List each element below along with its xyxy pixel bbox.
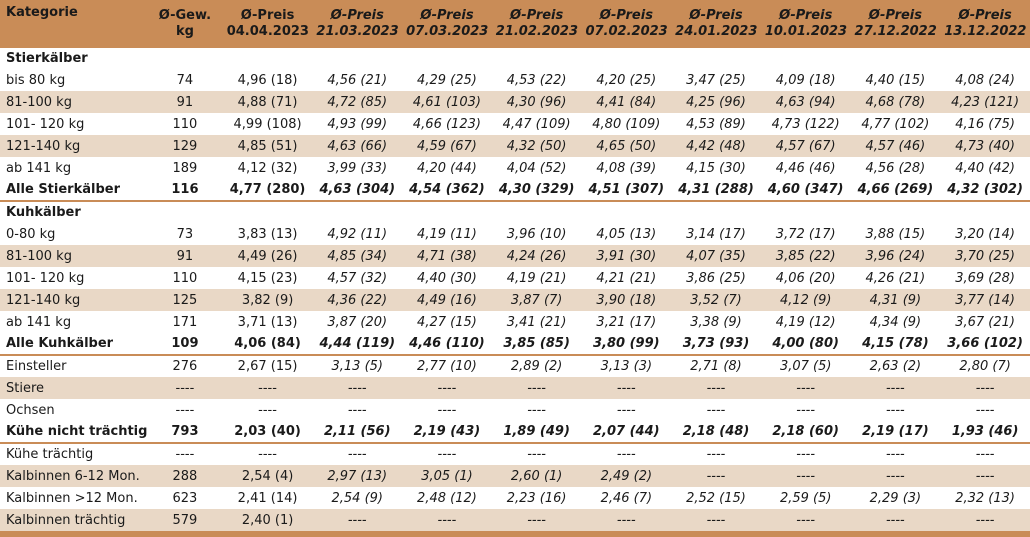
price-cell: 4,73 (40) bbox=[955, 138, 1015, 154]
price-cell: ---- bbox=[616, 402, 636, 418]
price-cell: 3,69 (28) bbox=[955, 270, 1015, 286]
header-price-date: 21.03.2023 bbox=[316, 24, 399, 39]
table-row bbox=[0, 377, 1030, 399]
row-category: ab 141 kg bbox=[6, 314, 72, 330]
row-category: Einsteller bbox=[6, 359, 67, 374]
price-cell: 4,16 (75) bbox=[955, 116, 1015, 132]
price-cell: 4,57 (46) bbox=[865, 138, 926, 154]
price-cell: 3,14 (17) bbox=[686, 226, 746, 242]
price-cell: 4,80 (109) bbox=[592, 116, 661, 132]
section-header-row bbox=[0, 48, 1030, 69]
price-cell: 4,06 (20) bbox=[775, 270, 836, 286]
table-header-row bbox=[0, 0, 1030, 48]
row-weight: 579 bbox=[172, 512, 198, 528]
table-row bbox=[0, 399, 1030, 421]
header-price-label: Ø-Preis bbox=[779, 8, 833, 23]
price-cell: 3,90 (18) bbox=[596, 292, 657, 308]
price-cell: 4,36 (22) bbox=[327, 292, 388, 308]
header-price-8 bbox=[940, 0, 1030, 48]
table-row bbox=[0, 223, 1030, 245]
price-cell: ---- bbox=[258, 402, 277, 418]
price-cell: ---- bbox=[347, 402, 367, 418]
price-cell: 4,20 (44) bbox=[417, 160, 477, 176]
row-category: Alle Kuhkälber bbox=[0, 333, 147, 355]
price-cell: 3,52 (7) bbox=[690, 292, 742, 308]
header-price-label: Ø-Preis bbox=[330, 8, 384, 23]
price-cell: 4,40 (42) bbox=[955, 160, 1015, 176]
price-cell: ---- bbox=[616, 447, 636, 462]
header-price-5 bbox=[671, 0, 761, 48]
price-cell: 2,19 (17) bbox=[851, 421, 941, 443]
price-cell: 4,21 (21) bbox=[596, 270, 657, 286]
table-row bbox=[0, 443, 1030, 465]
price-cell: 4,59 (67) bbox=[417, 138, 477, 154]
price-cell: 4,93 (99) bbox=[327, 116, 388, 132]
price-cell: 4,08 (39) bbox=[596, 160, 657, 176]
price-cell: 4,15 (30) bbox=[686, 160, 746, 176]
price-cell: 3,73 (93) bbox=[671, 333, 761, 355]
price-cell: 4,47 (109) bbox=[502, 116, 571, 132]
row-weight: 74 bbox=[176, 72, 194, 88]
price-cell: 2,71 (8) bbox=[690, 359, 742, 374]
row-weight: 793 bbox=[147, 421, 223, 443]
header-price-date: 27.12.2022 bbox=[854, 24, 937, 39]
header-price-label: Ø-Preis bbox=[510, 8, 564, 23]
price-cell: 4,72 (85) bbox=[327, 94, 388, 110]
price-cell: 4,68 (78) bbox=[865, 94, 926, 110]
header-price-1 bbox=[312, 0, 402, 48]
price-cell: ---- bbox=[527, 402, 546, 418]
price-cell: 4,85 (34) bbox=[327, 248, 388, 264]
price-cell: ---- bbox=[437, 447, 457, 462]
price-cell: ---- bbox=[616, 380, 636, 396]
header-price-4 bbox=[581, 0, 671, 48]
price-cell: 4,77 (102) bbox=[861, 116, 930, 132]
header-price-date: 21.02.2023 bbox=[495, 24, 579, 39]
price-cell: 4,46 (110) bbox=[402, 333, 492, 355]
price-cell: 1,89 (49) bbox=[492, 421, 582, 443]
price-cell: 3,87 (20) bbox=[327, 314, 388, 330]
price-cell: 4,31 (9) bbox=[869, 292, 922, 308]
price-cell: 2,23 (16) bbox=[506, 490, 567, 506]
table-row bbox=[0, 157, 1030, 179]
price-cell: 4,24 (26) bbox=[506, 248, 567, 264]
price-cell: 3,96 (24) bbox=[865, 248, 926, 264]
price-cell: 4,42 (48) bbox=[686, 138, 746, 154]
price-cell: 2,29 (3) bbox=[869, 490, 922, 506]
price-cell: 4,41 (84) bbox=[596, 94, 657, 110]
price-cell: 4,04 (52) bbox=[506, 160, 567, 176]
price-cell: 2,46 (7) bbox=[600, 490, 653, 506]
price-cell: 4,12 (9) bbox=[779, 292, 832, 308]
price-cell: 4,56 (28) bbox=[865, 160, 926, 176]
price-cell: ---- bbox=[527, 447, 546, 462]
price-cell: ---- bbox=[796, 512, 816, 528]
price-cell: 3,87 (7) bbox=[510, 292, 563, 308]
price-cell: 3,05 (1) bbox=[421, 468, 473, 484]
price-cell: 4,08 (24) bbox=[955, 72, 1015, 88]
price-cell: 4,20 (25) bbox=[596, 72, 657, 88]
row-category: Kühe nicht trächtig bbox=[0, 421, 147, 443]
price-cell: ---- bbox=[706, 380, 726, 396]
price-cell: 4,66 (269) bbox=[851, 179, 941, 201]
row-category: 81-100 kg bbox=[6, 94, 72, 110]
header-price-label: Ø-Preis bbox=[599, 8, 653, 23]
price-cell: 4,26 (21) bbox=[865, 270, 926, 286]
price-cell: ---- bbox=[616, 512, 636, 528]
row-weight: 109 bbox=[147, 333, 223, 355]
price-cell: 2,52 (15) bbox=[686, 490, 746, 506]
price-cell: 3,66 (102) bbox=[940, 333, 1030, 355]
price-cell: 4,53 (89) bbox=[686, 116, 746, 132]
price-cell: 4,63 (304) bbox=[312, 179, 402, 201]
price-cell: ---- bbox=[347, 512, 367, 528]
row-category: 81-100 kg bbox=[6, 248, 72, 264]
price-cell: 3,99 (33) bbox=[327, 160, 388, 176]
price-cell: 4,54 (362) bbox=[402, 179, 492, 201]
price-cell: 4,34 (9) bbox=[869, 314, 922, 330]
price-cell: ---- bbox=[975, 512, 995, 528]
price-cell: 4,71 (38) bbox=[417, 248, 477, 264]
row-category: Kalbinnen 6-12 Mon. bbox=[6, 468, 140, 484]
price-cell: ---- bbox=[437, 402, 457, 418]
price-cell: 3,13 (3) bbox=[600, 359, 653, 374]
price-cell: ---- bbox=[975, 380, 995, 396]
price-cell: 2,67 (15) bbox=[237, 359, 298, 374]
price-cell: 2,19 (43) bbox=[402, 421, 492, 443]
table-row bbox=[0, 245, 1030, 267]
price-cell: 4,49 (16) bbox=[417, 292, 477, 308]
row-category: 101- 120 kg bbox=[6, 270, 85, 286]
price-cell: 2,63 (2) bbox=[869, 359, 922, 374]
table-row bbox=[0, 355, 1030, 377]
price-cell: 2,07 (44) bbox=[581, 421, 671, 443]
price-cell: 2,60 (1) bbox=[510, 468, 563, 484]
price-cell: 3,21 (17) bbox=[596, 314, 657, 330]
header-price-date: 07.02.2023 bbox=[585, 24, 668, 39]
row-category: Kühe trächtig bbox=[6, 447, 94, 462]
price-cell: 4,09 (18) bbox=[775, 72, 836, 88]
price-cell: 4,30 (329) bbox=[492, 179, 582, 201]
price-cell: 2,32 (13) bbox=[955, 490, 1015, 506]
header-price-date: 04.04.2023 bbox=[226, 24, 309, 39]
price-cell: ---- bbox=[706, 447, 726, 462]
row-weight: 623 bbox=[172, 490, 198, 506]
price-cell: 4,63 (66) bbox=[327, 138, 388, 154]
table-row bbox=[0, 91, 1030, 113]
header-price-date: 24.01.2023 bbox=[675, 24, 758, 39]
price-cell: 4,65 (50) bbox=[596, 138, 657, 154]
row-category: 121-140 kg bbox=[6, 138, 81, 154]
price-cell: ---- bbox=[258, 380, 277, 396]
header-price-label: Ø-Preis bbox=[240, 8, 295, 23]
header-price-date: 07.03.2023 bbox=[406, 24, 489, 39]
price-cell: 3,47 (25) bbox=[686, 72, 746, 88]
price-cell: 4,77 (280) bbox=[223, 179, 313, 201]
header-weight-unit: kg bbox=[175, 24, 194, 39]
row-category: bis 80 kg bbox=[6, 72, 66, 88]
price-cell: 3,86 (25) bbox=[686, 270, 746, 286]
price-cell: 4,73 (122) bbox=[771, 116, 840, 132]
price-cell: 3,83 (13) bbox=[237, 226, 298, 242]
price-cell: 4,23 (121) bbox=[951, 94, 1020, 110]
price-cell: 3,85 (85) bbox=[492, 333, 582, 355]
price-cell: 2,48 (12) bbox=[417, 490, 477, 506]
price-cell: 4,19 (12) bbox=[775, 314, 836, 330]
price-cell: ---- bbox=[437, 512, 457, 528]
header-price-6 bbox=[761, 0, 851, 48]
price-cell: 4,61 (103) bbox=[412, 94, 481, 110]
price-cell: ---- bbox=[796, 380, 816, 396]
price-cell: 3,67 (21) bbox=[955, 314, 1015, 330]
header-price-date: 10.01.2023 bbox=[764, 24, 848, 39]
price-cell: 4,19 (11) bbox=[417, 226, 477, 242]
price-cell: 2,77 (10) bbox=[417, 359, 477, 374]
price-cell: ---- bbox=[437, 380, 457, 396]
price-cell: 2,11 (56) bbox=[312, 421, 402, 443]
row-category: Kalbinnen >12 Mon. bbox=[6, 490, 138, 506]
table-row bbox=[0, 135, 1030, 157]
price-cell: 2,54 (4) bbox=[241, 468, 294, 484]
price-cell: 2,54 (9) bbox=[331, 490, 383, 506]
price-cell: 2,89 (2) bbox=[510, 359, 563, 374]
section-header-row bbox=[0, 201, 1030, 223]
price-cell: ---- bbox=[975, 447, 995, 462]
price-cell: 4,00 (80) bbox=[761, 333, 851, 355]
price-cell: 4,32 (50) bbox=[506, 138, 567, 154]
price-cell: 3,41 (21) bbox=[506, 314, 567, 330]
price-cell: ---- bbox=[796, 468, 816, 484]
table-bottom-bar bbox=[0, 531, 1030, 537]
total-row bbox=[0, 333, 1030, 355]
price-cell: ---- bbox=[885, 380, 905, 396]
price-cell: ---- bbox=[527, 380, 546, 396]
row-weight: 288 bbox=[172, 468, 198, 484]
price-cell: ---- bbox=[258, 447, 277, 462]
price-cell: 4,40 (30) bbox=[417, 270, 477, 286]
row-weight: 91 bbox=[176, 248, 194, 264]
row-weight: 110 bbox=[172, 116, 198, 132]
header-price-date: 13.12.2022 bbox=[944, 24, 1027, 39]
row-weight: 116 bbox=[147, 179, 223, 201]
price-cell: 4,40 (15) bbox=[865, 72, 926, 88]
price-cell: 4,99 (108) bbox=[233, 116, 302, 132]
header-weight-label: Ø-Gew. bbox=[158, 8, 212, 23]
price-cell: 4,05 (13) bbox=[596, 226, 657, 242]
price-cell: 4,51 (307) bbox=[581, 179, 671, 201]
row-weight: ---- bbox=[175, 447, 195, 462]
header-weight bbox=[147, 0, 223, 48]
section-title: Stierkälber bbox=[6, 51, 88, 66]
total-row bbox=[0, 421, 1030, 443]
price-cell: 3,88 (15) bbox=[865, 226, 926, 242]
price-cell: ---- bbox=[885, 402, 905, 418]
row-category: 101- 120 kg bbox=[6, 116, 85, 132]
price-cell: 4,29 (25) bbox=[417, 72, 477, 88]
price-cell: 4,25 (96) bbox=[686, 94, 746, 110]
header-price-label: Ø-Preis bbox=[958, 8, 1012, 23]
price-cell: ---- bbox=[706, 402, 726, 418]
row-weight: 129 bbox=[172, 138, 198, 154]
price-cell: 2,49 (2) bbox=[600, 468, 653, 484]
table-row bbox=[0, 465, 1030, 487]
price-cell: ---- bbox=[885, 468, 905, 484]
row-category: Kalbinnen trächtig bbox=[6, 512, 126, 528]
price-cell: 4,96 (18) bbox=[237, 72, 298, 88]
header-price-label: Ø-Preis bbox=[420, 8, 474, 23]
price-cell: 4,12 (32) bbox=[237, 160, 298, 176]
price-cell: 4,32 (302) bbox=[940, 179, 1030, 201]
header-price-2 bbox=[402, 0, 492, 48]
table-row bbox=[0, 509, 1030, 531]
price-cell: 3,91 (30) bbox=[596, 248, 657, 264]
price-cell: 3,71 (13) bbox=[237, 314, 298, 330]
price-cell: 4,07 (35) bbox=[686, 248, 746, 264]
table-row bbox=[0, 69, 1030, 91]
price-cell: 3,80 (99) bbox=[581, 333, 671, 355]
price-cell: 3,70 (25) bbox=[955, 248, 1015, 264]
table-body bbox=[0, 48, 1030, 537]
price-cell: 3,96 (10) bbox=[506, 226, 567, 242]
price-cell: 4,46 (46) bbox=[775, 160, 836, 176]
table-row bbox=[0, 267, 1030, 289]
table-row bbox=[0, 113, 1030, 135]
price-cell: ---- bbox=[796, 447, 816, 462]
price-cell: 4,19 (21) bbox=[506, 270, 567, 286]
row-weight: 276 bbox=[172, 359, 198, 374]
row-category: Stiere bbox=[6, 380, 45, 396]
row-category: ab 141 kg bbox=[6, 160, 72, 176]
row-category: Alle Stierkälber bbox=[0, 179, 147, 201]
row-weight: 73 bbox=[176, 226, 194, 242]
price-cell: 4,27 (15) bbox=[417, 314, 477, 330]
price-cell: 4,49 (26) bbox=[237, 248, 298, 264]
price-cell: ---- bbox=[706, 512, 726, 528]
row-category: Ochsen bbox=[6, 402, 55, 418]
price-cell: 2,59 (5) bbox=[779, 490, 832, 506]
price-cell: 4,88 (71) bbox=[237, 94, 298, 110]
row-weight: 91 bbox=[176, 94, 194, 110]
price-cell: 2,41 (14) bbox=[237, 490, 298, 506]
price-cell: ---- bbox=[885, 447, 905, 462]
price-cell: ---- bbox=[796, 402, 816, 418]
price-cell: 4,06 (84) bbox=[223, 333, 313, 355]
price-cell: 4,53 (22) bbox=[506, 72, 567, 88]
price-cell: 2,18 (48) bbox=[671, 421, 761, 443]
price-cell: 3,20 (14) bbox=[955, 226, 1015, 242]
price-cell: 4,15 (23) bbox=[237, 270, 298, 286]
row-category: 0-80 kg bbox=[6, 226, 56, 242]
table-bottom-bar-cell bbox=[0, 531, 1030, 537]
price-cell: 4,31 (288) bbox=[671, 179, 761, 201]
header-price-3 bbox=[492, 0, 582, 48]
price-cell: 4,57 (32) bbox=[327, 270, 388, 286]
price-cell: 3,82 (9) bbox=[241, 292, 294, 308]
price-cell: 3,77 (14) bbox=[955, 292, 1015, 308]
price-cell: 1,93 (46) bbox=[940, 421, 1030, 443]
table-row bbox=[0, 487, 1030, 509]
price-cell: 4,92 (11) bbox=[327, 226, 388, 242]
price-cell: 2,80 (7) bbox=[959, 359, 1011, 374]
table-row bbox=[0, 289, 1030, 311]
price-cell: ---- bbox=[706, 468, 726, 484]
price-cell: 2,40 (1) bbox=[241, 512, 294, 528]
header-price-0 bbox=[223, 0, 313, 48]
price-cell: ---- bbox=[347, 380, 367, 396]
row-weight: ---- bbox=[175, 380, 195, 396]
row-weight: 189 bbox=[172, 160, 198, 176]
price-cell: 4,85 (51) bbox=[237, 138, 298, 154]
header-price-7 bbox=[851, 0, 941, 48]
price-cell: ---- bbox=[527, 512, 546, 528]
price-cell: 2,97 (13) bbox=[327, 468, 388, 484]
row-category: 121-140 kg bbox=[6, 292, 81, 308]
price-cell: 3,72 (17) bbox=[775, 226, 836, 242]
price-cell: 3,85 (22) bbox=[775, 248, 836, 264]
section-title: Kuhkälber bbox=[6, 205, 81, 220]
price-cell: 4,15 (78) bbox=[851, 333, 941, 355]
price-cell: ---- bbox=[975, 402, 995, 418]
price-cell: 3,38 (9) bbox=[690, 314, 742, 330]
header-price-label: Ø-Preis bbox=[689, 8, 743, 23]
price-cell: ---- bbox=[347, 447, 367, 462]
row-weight: 125 bbox=[172, 292, 198, 308]
price-cell: 4,63 (94) bbox=[775, 94, 836, 110]
price-cell: 4,30 (96) bbox=[506, 94, 567, 110]
price-cell: 4,60 (347) bbox=[761, 179, 851, 201]
price-cell: 4,56 (21) bbox=[327, 72, 388, 88]
price-cell: 3,07 (5) bbox=[779, 359, 832, 374]
header-kategorie: Kategorie bbox=[6, 5, 78, 20]
row-weight: 110 bbox=[172, 270, 198, 286]
price-cell: 4,57 (67) bbox=[775, 138, 836, 154]
price-cell: ---- bbox=[975, 468, 995, 484]
row-weight: ---- bbox=[175, 402, 195, 418]
table-row bbox=[0, 311, 1030, 333]
price-cell: 4,44 (119) bbox=[312, 333, 402, 355]
price-cell: 2,03 (40) bbox=[223, 421, 313, 443]
price-cell: ---- bbox=[885, 512, 905, 528]
row-weight: 171 bbox=[172, 314, 198, 330]
header-price-label: Ø-Preis bbox=[868, 8, 922, 23]
price-cell: 3,13 (5) bbox=[331, 359, 383, 374]
price-cell: 2,18 (60) bbox=[761, 421, 851, 443]
total-row bbox=[0, 179, 1030, 201]
price-cell: 4,66 (123) bbox=[412, 116, 481, 132]
